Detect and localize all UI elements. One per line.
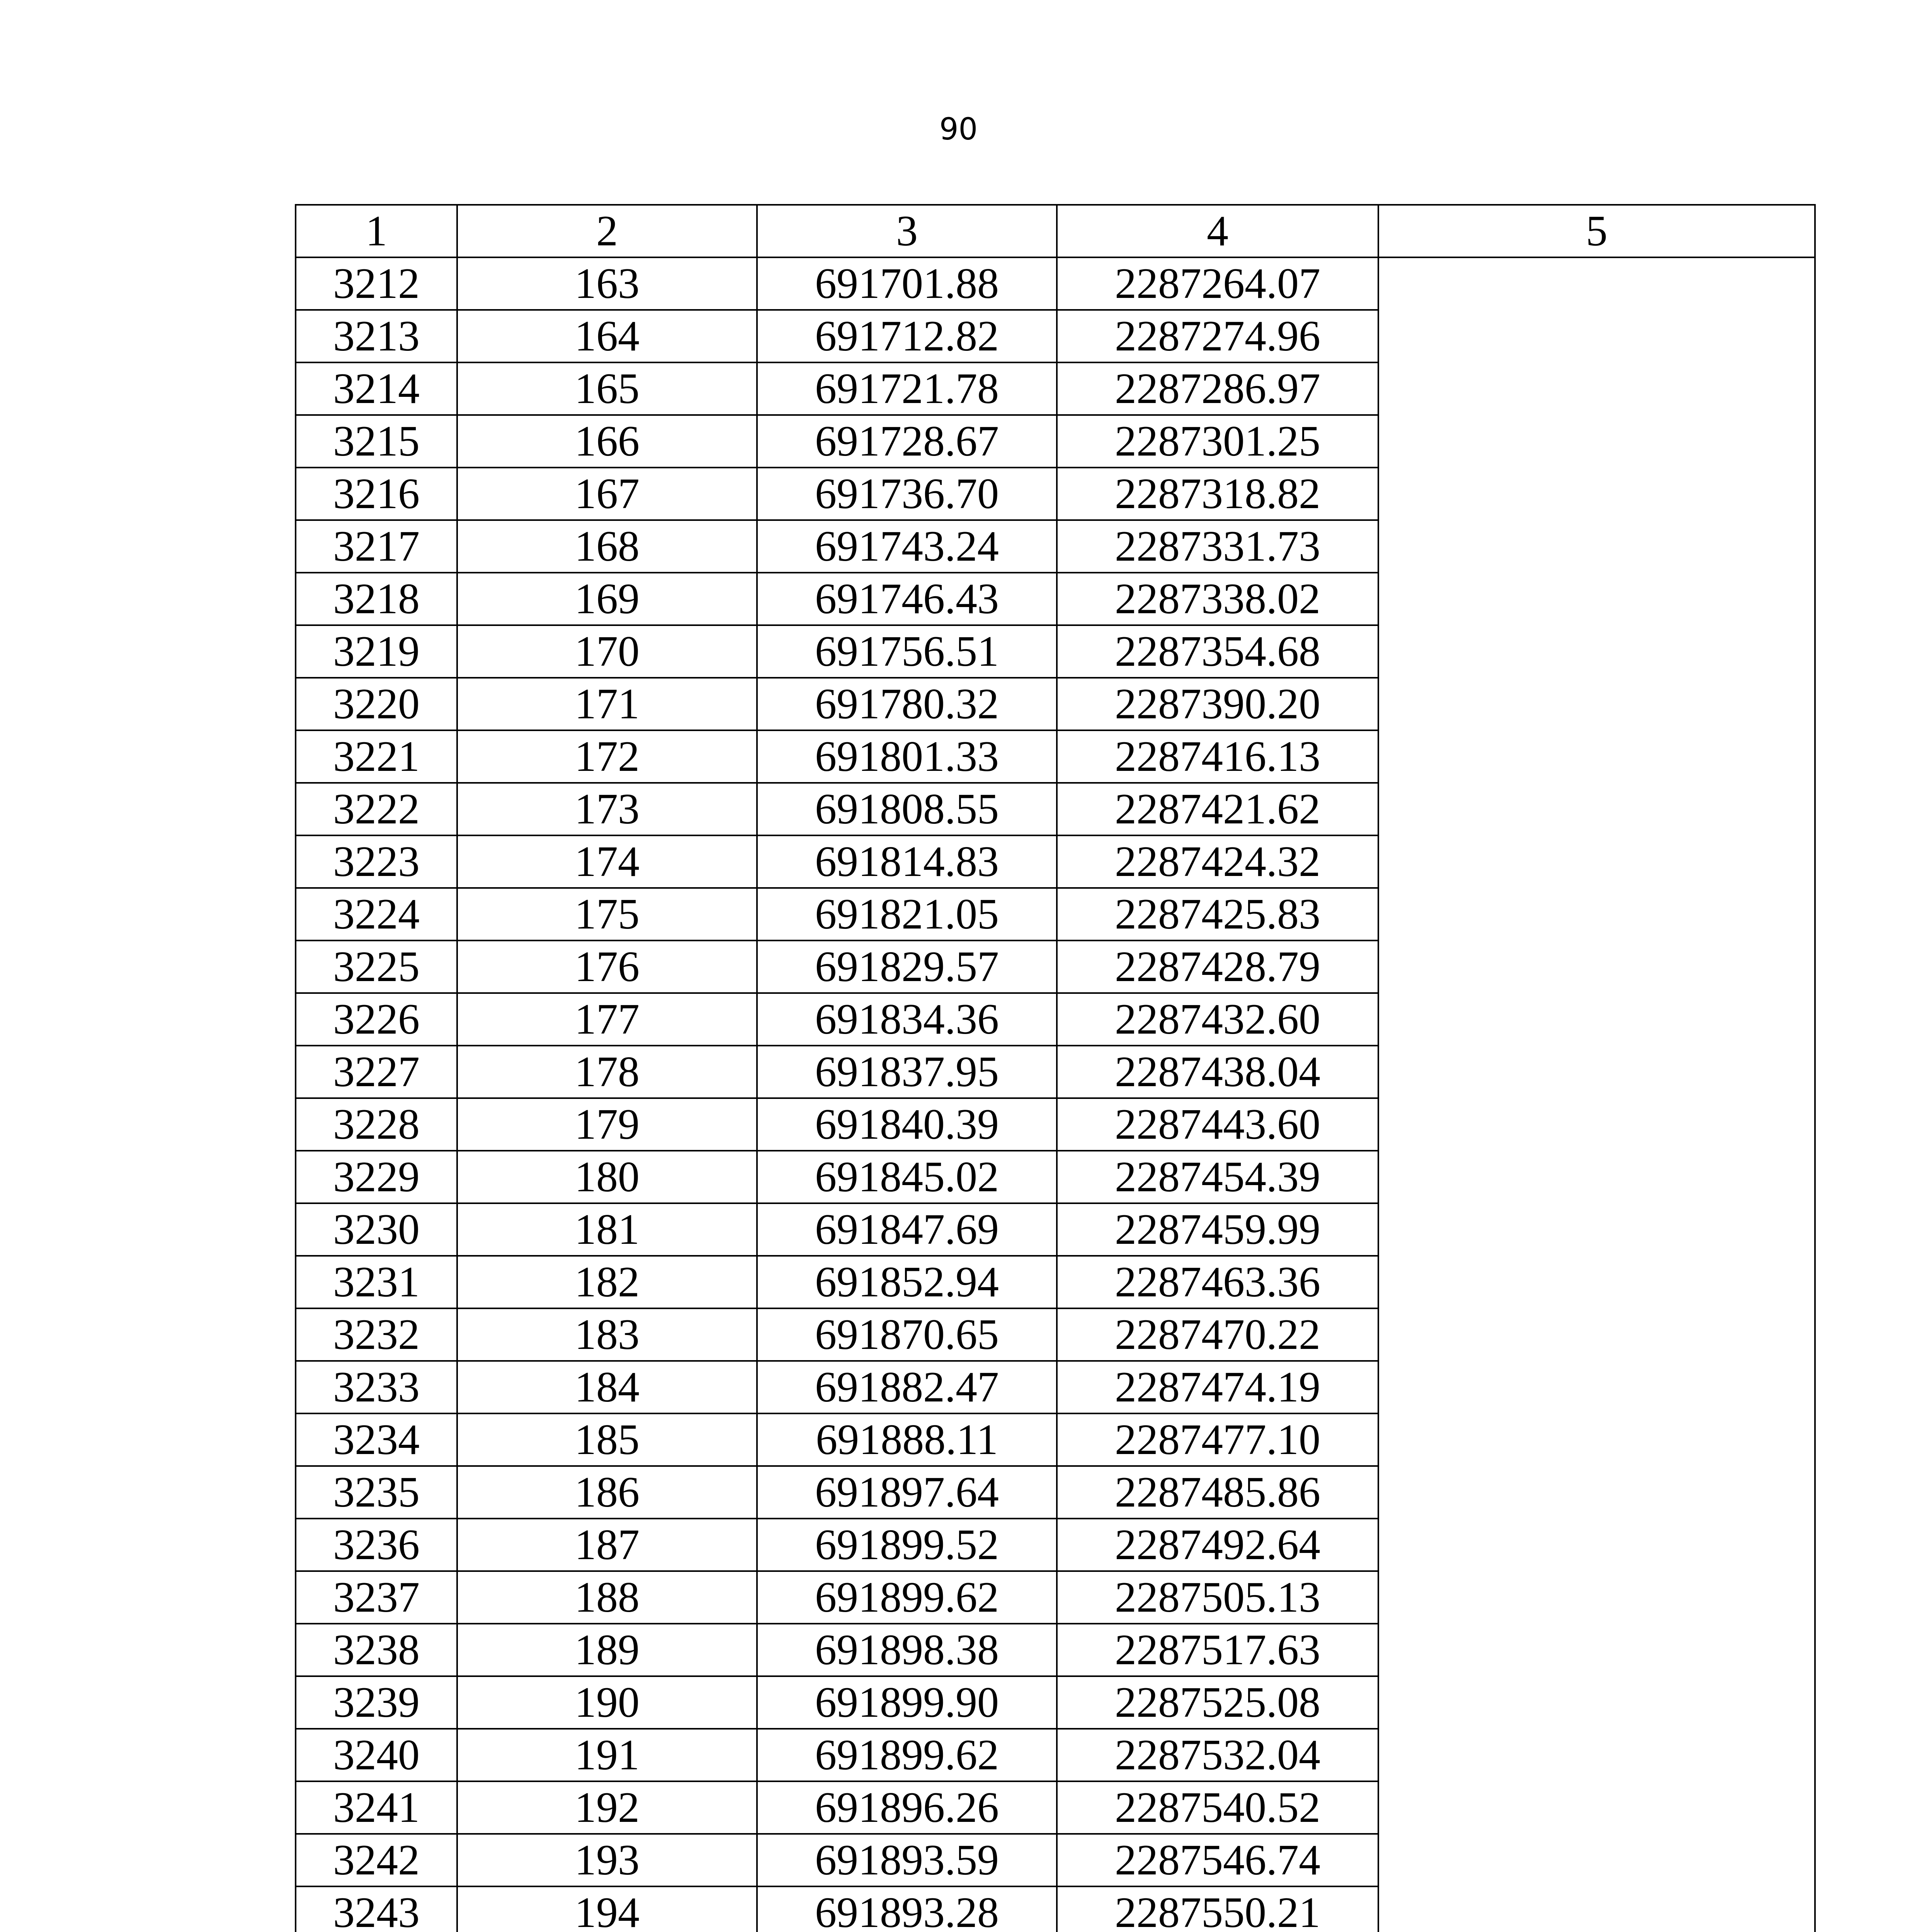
cell-point-number: 3240	[296, 1729, 457, 1781]
page-number: 90	[939, 112, 978, 147]
table-row	[296, 835, 1815, 888]
cell-note	[1378, 415, 1815, 468]
cell-index: 189	[457, 1624, 757, 1676]
table-row	[296, 1781, 1815, 1834]
cell-y-coordinate: 2287546.74	[1057, 1834, 1378, 1886]
cell-index: 174	[457, 835, 757, 888]
cell-index: 182	[457, 1256, 757, 1308]
cell-index: 192	[457, 1781, 757, 1834]
cell-point-number: 3217	[296, 520, 457, 573]
cell-index: 183	[457, 1308, 757, 1361]
cell-x-coordinate: 691870.65	[757, 1308, 1057, 1361]
cell-x-coordinate: 691746.43	[757, 573, 1057, 625]
cell-note	[1378, 1886, 1815, 1932]
cell-point-number: 3239	[296, 1676, 457, 1729]
header-col-3: 3	[757, 205, 1057, 257]
cell-note	[1378, 468, 1815, 520]
table-row	[296, 1151, 1815, 1203]
cell-x-coordinate: 691834.36	[757, 993, 1057, 1046]
cell-note	[1378, 310, 1815, 362]
table-row	[296, 1834, 1815, 1886]
table-header	[296, 205, 1815, 257]
cell-note	[1378, 678, 1815, 730]
cell-index: 178	[457, 1046, 757, 1098]
table-row	[296, 1676, 1815, 1729]
cell-y-coordinate: 2287438.04	[1057, 1046, 1378, 1098]
cell-note	[1378, 940, 1815, 993]
cell-y-coordinate: 2287550.21	[1057, 1886, 1378, 1932]
cell-y-coordinate: 2287485.86	[1057, 1466, 1378, 1519]
cell-index: 179	[457, 1098, 757, 1151]
cell-y-coordinate: 2287421.62	[1057, 783, 1378, 835]
cell-y-coordinate: 2287264.07	[1057, 257, 1378, 310]
cell-note	[1378, 1834, 1815, 1886]
cell-note	[1378, 1046, 1815, 1098]
cell-y-coordinate: 2287517.63	[1057, 1624, 1378, 1676]
cell-x-coordinate: 691801.33	[757, 730, 1057, 783]
table-row	[296, 257, 1815, 310]
cell-x-coordinate: 691847.69	[757, 1203, 1057, 1256]
cell-point-number: 3231	[296, 1256, 457, 1308]
cell-point-number: 3218	[296, 573, 457, 625]
cell-y-coordinate: 2287470.22	[1057, 1308, 1378, 1361]
header-col-2: 2	[457, 205, 757, 257]
cell-note	[1378, 1203, 1815, 1256]
cell-x-coordinate: 691712.82	[757, 310, 1057, 362]
cell-note	[1378, 1098, 1815, 1151]
cell-note	[1378, 993, 1815, 1046]
cell-note	[1378, 573, 1815, 625]
cell-y-coordinate: 2287505.13	[1057, 1571, 1378, 1624]
header-col-1: 1	[296, 205, 457, 257]
cell-x-coordinate: 691893.28	[757, 1886, 1057, 1932]
cell-x-coordinate: 691845.02	[757, 1151, 1057, 1203]
header-row	[296, 205, 1815, 257]
cell-point-number: 3226	[296, 993, 457, 1046]
cell-x-coordinate: 691899.52	[757, 1519, 1057, 1571]
cell-index: 175	[457, 888, 757, 940]
cell-x-coordinate: 691888.11	[757, 1413, 1057, 1466]
cell-y-coordinate: 2287492.64	[1057, 1519, 1378, 1571]
cell-note	[1378, 730, 1815, 783]
cell-index: 177	[457, 993, 757, 1046]
cell-point-number: 3212	[296, 257, 457, 310]
cell-point-number: 3221	[296, 730, 457, 783]
cell-point-number: 3236	[296, 1519, 457, 1571]
cell-note	[1378, 520, 1815, 573]
table-row	[296, 1624, 1815, 1676]
table-row	[296, 362, 1815, 415]
table-row	[296, 888, 1815, 940]
cell-note	[1378, 783, 1815, 835]
table-row	[296, 1203, 1815, 1256]
cell-index: 185	[457, 1413, 757, 1466]
cell-y-coordinate: 2287443.60	[1057, 1098, 1378, 1151]
table-row	[296, 1361, 1815, 1413]
cell-point-number: 3242	[296, 1834, 457, 1886]
table-row	[296, 678, 1815, 730]
cell-point-number: 3213	[296, 310, 457, 362]
table-row	[296, 1098, 1815, 1151]
cell-point-number: 3243	[296, 1886, 457, 1932]
table-row	[296, 415, 1815, 468]
cell-point-number: 3215	[296, 415, 457, 468]
cell-x-coordinate: 691814.83	[757, 835, 1057, 888]
cell-x-coordinate: 691893.59	[757, 1834, 1057, 1886]
cell-note	[1378, 1413, 1815, 1466]
cell-point-number: 3228	[296, 1098, 457, 1151]
cell-note	[1378, 1361, 1815, 1413]
cell-point-number: 3232	[296, 1308, 457, 1361]
cell-x-coordinate: 691728.67	[757, 415, 1057, 468]
cell-point-number: 3224	[296, 888, 457, 940]
table-row	[296, 573, 1815, 625]
table-row	[296, 1466, 1815, 1519]
cell-note	[1378, 1466, 1815, 1519]
cell-y-coordinate: 2287540.52	[1057, 1781, 1378, 1834]
cell-index: 170	[457, 625, 757, 678]
cell-index: 176	[457, 940, 757, 993]
cell-y-coordinate: 2287274.96	[1057, 310, 1378, 362]
cell-y-coordinate: 2287301.25	[1057, 415, 1378, 468]
table-row	[296, 1519, 1815, 1571]
cell-point-number: 3219	[296, 625, 457, 678]
cell-point-number: 3230	[296, 1203, 457, 1256]
cell-note	[1378, 1151, 1815, 1203]
cell-x-coordinate: 691736.70	[757, 468, 1057, 520]
cell-x-coordinate: 691780.32	[757, 678, 1057, 730]
cell-note	[1378, 362, 1815, 415]
cell-x-coordinate: 691898.38	[757, 1624, 1057, 1676]
cell-point-number: 3214	[296, 362, 457, 415]
cell-x-coordinate: 691821.05	[757, 888, 1057, 940]
cell-note	[1378, 1256, 1815, 1308]
cell-index: 194	[457, 1886, 757, 1932]
table-body	[296, 257, 1815, 1932]
cell-x-coordinate: 691852.94	[757, 1256, 1057, 1308]
cell-point-number: 3235	[296, 1466, 457, 1519]
cell-index: 173	[457, 783, 757, 835]
cell-y-coordinate: 2287286.97	[1057, 362, 1378, 415]
cell-index: 166	[457, 415, 757, 468]
cell-x-coordinate: 691721.78	[757, 362, 1057, 415]
cell-x-coordinate: 691756.51	[757, 625, 1057, 678]
cell-x-coordinate: 691743.24	[757, 520, 1057, 573]
cell-point-number: 3233	[296, 1361, 457, 1413]
cell-point-number: 3222	[296, 783, 457, 835]
cell-y-coordinate: 2287331.73	[1057, 520, 1378, 573]
cell-note	[1378, 1729, 1815, 1781]
cell-index: 193	[457, 1834, 757, 1886]
table-row	[296, 310, 1815, 362]
cell-index: 164	[457, 310, 757, 362]
cell-x-coordinate: 691701.88	[757, 257, 1057, 310]
cell-y-coordinate: 2287474.19	[1057, 1361, 1378, 1413]
cell-index: 186	[457, 1466, 757, 1519]
cell-note	[1378, 835, 1815, 888]
table-row	[296, 625, 1815, 678]
cell-note	[1378, 1519, 1815, 1571]
cell-note	[1378, 1676, 1815, 1729]
table-row	[296, 1308, 1815, 1361]
cell-y-coordinate: 2287338.02	[1057, 573, 1378, 625]
cell-note	[1378, 1781, 1815, 1834]
cell-y-coordinate: 2287463.36	[1057, 1256, 1378, 1308]
cell-point-number: 3234	[296, 1413, 457, 1466]
cell-index: 180	[457, 1151, 757, 1203]
table-row	[296, 1729, 1815, 1781]
cell-index: 191	[457, 1729, 757, 1781]
cell-y-coordinate: 2287532.04	[1057, 1729, 1378, 1781]
cell-y-coordinate: 2287424.32	[1057, 835, 1378, 888]
table-row	[296, 520, 1815, 573]
coordinates-table	[295, 204, 1816, 1932]
cell-y-coordinate: 2287390.20	[1057, 678, 1378, 730]
cell-point-number: 3220	[296, 678, 457, 730]
cell-point-number: 3229	[296, 1151, 457, 1203]
table-row	[296, 730, 1815, 783]
cell-index: 184	[457, 1361, 757, 1413]
cell-y-coordinate: 2287318.82	[1057, 468, 1378, 520]
table-row	[296, 1886, 1815, 1932]
cell-y-coordinate: 2287525.08	[1057, 1676, 1378, 1729]
table-row	[296, 1256, 1815, 1308]
cell-point-number: 3227	[296, 1046, 457, 1098]
cell-point-number: 3241	[296, 1781, 457, 1834]
cell-point-number: 3238	[296, 1624, 457, 1676]
cell-index: 187	[457, 1519, 757, 1571]
cell-y-coordinate: 2287454.39	[1057, 1151, 1378, 1203]
cell-note	[1378, 257, 1815, 310]
cell-x-coordinate: 691808.55	[757, 783, 1057, 835]
cell-index: 188	[457, 1571, 757, 1624]
cell-x-coordinate: 691897.64	[757, 1466, 1057, 1519]
cell-index: 163	[457, 257, 757, 310]
cell-note	[1378, 888, 1815, 940]
cell-index: 167	[457, 468, 757, 520]
cell-index: 168	[457, 520, 757, 573]
cell-x-coordinate: 691837.95	[757, 1046, 1057, 1098]
cell-y-coordinate: 2287477.10	[1057, 1413, 1378, 1466]
cell-point-number: 3237	[296, 1571, 457, 1624]
cell-point-number: 3225	[296, 940, 457, 993]
header-col-5: 5	[1378, 205, 1815, 257]
cell-index: 169	[457, 573, 757, 625]
cell-y-coordinate: 2287459.99	[1057, 1203, 1378, 1256]
cell-note	[1378, 1624, 1815, 1676]
cell-x-coordinate: 691896.26	[757, 1781, 1057, 1834]
cell-x-coordinate: 691899.62	[757, 1729, 1057, 1781]
table-row	[296, 468, 1815, 520]
cell-y-coordinate: 2287428.79	[1057, 940, 1378, 993]
cell-y-coordinate: 2287425.83	[1057, 888, 1378, 940]
cell-x-coordinate: 691882.47	[757, 1361, 1057, 1413]
cell-x-coordinate: 691899.90	[757, 1676, 1057, 1729]
cell-note	[1378, 1308, 1815, 1361]
cell-note	[1378, 625, 1815, 678]
table-row	[296, 993, 1815, 1046]
cell-y-coordinate: 2287354.68	[1057, 625, 1378, 678]
cell-index: 165	[457, 362, 757, 415]
cell-index: 171	[457, 678, 757, 730]
cell-y-coordinate: 2287432.60	[1057, 993, 1378, 1046]
cell-x-coordinate: 691899.62	[757, 1571, 1057, 1624]
cell-point-number: 3223	[296, 835, 457, 888]
cell-x-coordinate: 691840.39	[757, 1098, 1057, 1151]
cell-y-coordinate: 2287416.13	[1057, 730, 1378, 783]
table-row	[296, 1571, 1815, 1624]
cell-index: 190	[457, 1676, 757, 1729]
cell-index: 172	[457, 730, 757, 783]
table-row	[296, 1413, 1815, 1466]
cell-point-number: 3216	[296, 468, 457, 520]
cell-index: 181	[457, 1203, 757, 1256]
cell-note	[1378, 1571, 1815, 1624]
header-col-4: 4	[1057, 205, 1378, 257]
table-row	[296, 940, 1815, 993]
table-row	[296, 783, 1815, 835]
table-row	[296, 1046, 1815, 1098]
cell-x-coordinate: 691829.57	[757, 940, 1057, 993]
